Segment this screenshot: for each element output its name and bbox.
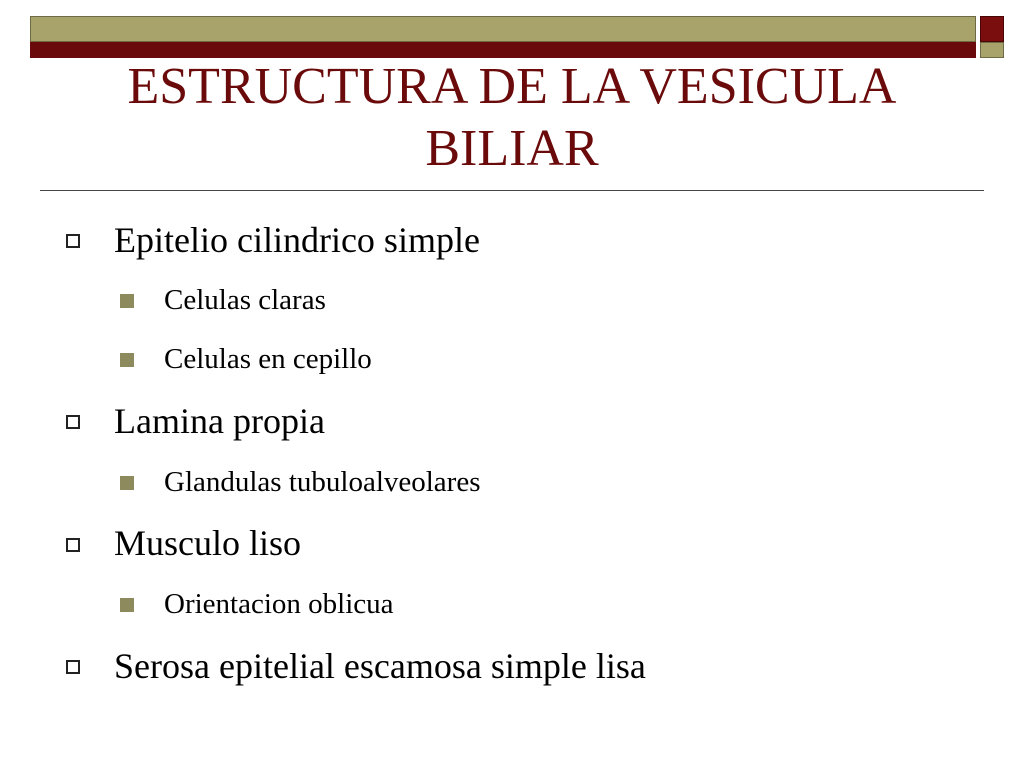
bullet-item: Lamina propia <box>114 401 325 441</box>
bullet-item: Musculo liso <box>114 523 302 563</box>
slide-title-line1: ESTRUCTURA DE LA VESICULA <box>127 58 897 115</box>
filled-square-icon <box>120 476 134 490</box>
sub-bullet-item: Glandulas tubuloalveolares <box>164 466 481 498</box>
bullet-item: Serosa epitelial escamosa simple lisa <box>114 646 646 686</box>
filled-square-icon <box>120 353 134 367</box>
bullet-item: Epitelio cilindrico simple <box>114 220 480 260</box>
slide-title-line2: BILIAR <box>425 120 599 177</box>
hollow-square-icon <box>66 538 80 552</box>
hollow-square-icon <box>66 415 80 429</box>
sub-bullet-item: Celulas claras <box>164 284 326 316</box>
sub-bullet-item: Celulas en cepillo <box>164 343 372 375</box>
filled-square-icon <box>120 294 134 308</box>
sub-bullet-item: Orientacion oblicua <box>164 588 394 620</box>
hollow-square-icon <box>66 234 80 248</box>
filled-square-icon <box>120 598 134 612</box>
hollow-square-icon <box>66 660 80 674</box>
